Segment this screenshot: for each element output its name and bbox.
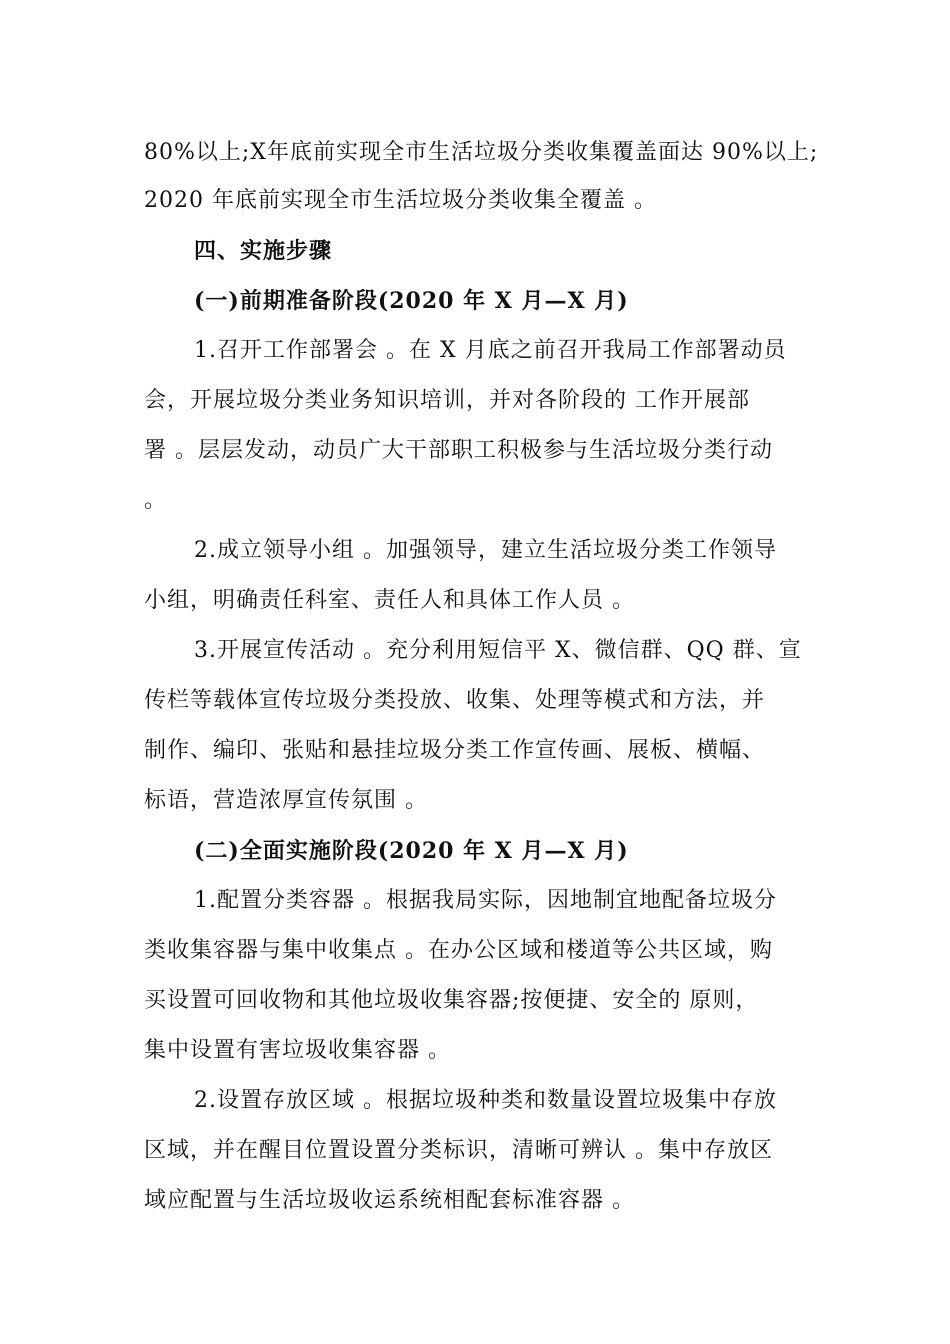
text-line: 小组，明确责任科室、责任人和具体工作人员 。 [144, 588, 635, 613]
text-line: 署 。层层发动，动员广大干部职工积极参与生活垃圾分类行动 [144, 438, 773, 463]
text-line: 制作、编印、张贴和悬挂垃圾分类工作宣传画、展板、横幅、 [144, 738, 766, 763]
text-line: 2.成立领导小组 。加强领导，建立生活垃圾分类工作领导 [194, 538, 777, 563]
text-line: 传栏等载体宣传垃圾分类投放、收集、处理等模式和方法，并 [144, 688, 766, 713]
text-line: 1.召开工作部署会 。在 X 月底之前召开我局工作部署动员 [194, 338, 787, 363]
text-line: 80%以上;X年底前实现全市生活垃圾分类收集覆盖面达 90%以上; [144, 140, 819, 165]
text-line: 区域，并在醒目位置设置分类标识，清晰可辨认 。集中存放区 [144, 1138, 773, 1163]
text-line: 买设置可回收物和其他垃圾收集容器;按便捷、安全的 原则， [144, 988, 759, 1013]
subsection-heading: (一)前期准备阶段(2020 年 X 月—X 月) [194, 288, 629, 314]
section-heading: 四、实施步骤 [194, 238, 333, 264]
text-line: 域应配置与生活垃圾收运系统相配套标准容器 。 [144, 1188, 635, 1213]
subsection-heading: (二)全面实施阶段(2020 年 X 月—X 月) [194, 838, 629, 864]
text-line: 会，开展垃圾分类业务知识培训，并对各阶段的 工作开展部 [144, 388, 750, 413]
text-line: 标语，营造浓厚宣传氛围 。 [144, 788, 428, 813]
text-line: 类收集容器与集中收集点 。在办公区域和楼道等公共区域，购 [144, 938, 773, 963]
text-line: 2020 年底前实现全市生活垃圾分类收集全覆盖 。 [144, 188, 657, 213]
text-line: 。 [144, 488, 168, 513]
text-line: 1.配置分类容器 。根据我局实际，因地制宜地配备垃圾分 [194, 888, 777, 913]
text-line: 集中设置有害垃圾收集容器 。 [144, 1038, 451, 1063]
text-line: 3.开展宣传活动 。充分利用短信平 X、微信群、QQ 群、宣 [194, 638, 802, 663]
text-line: 2.设置存放区域 。根据垃圾种类和数量设置垃圾集中存放 [194, 1088, 777, 1113]
